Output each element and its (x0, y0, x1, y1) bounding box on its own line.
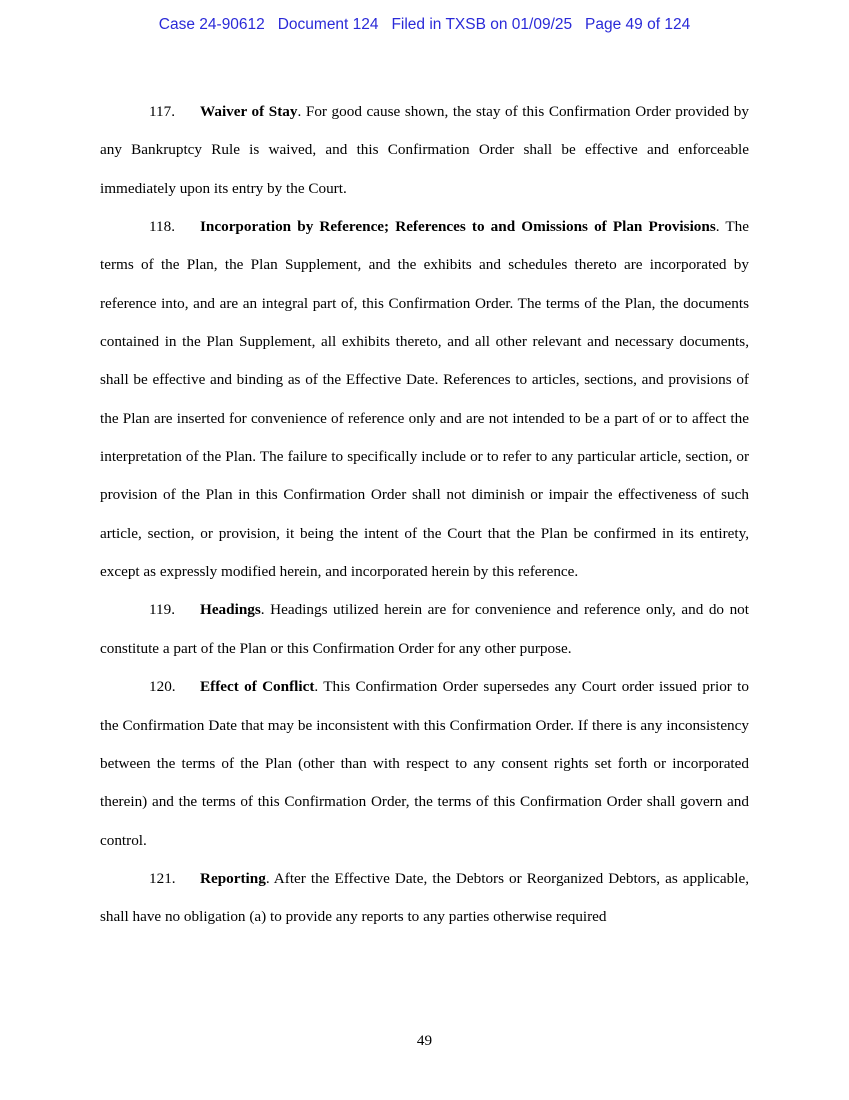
filed-info: Filed in TXSB on 01/09/25 (391, 16, 573, 33)
paragraph-120 (100, 668, 749, 860)
court-filing-header (0, 15, 849, 35)
paragraph-number: 118. (149, 218, 176, 236)
paragraph-heading: Reporting (200, 869, 266, 887)
document-body (100, 93, 749, 937)
paragraph-119 (100, 591, 749, 668)
page-info: Page 49 of 124 (585, 16, 691, 33)
document-number: Document 124 (277, 16, 379, 33)
paragraph-text: . The terms of the Plan, the Plan Supplement, and the exhibits and schedules thereto are incorporated by reference into, and are an integral part of, this Confirmation Order. The terms of the Plan, the documents contained in the Plan Supplement, all exhibits thereto, and all other relevant and necessary documents, shall be effective and binding as of the Effective Date. References to articles, sections, and provisions of the Plan are inserted for convenience of reference only and are not intended to be a part of or to affect the interpretation of the Plan. The failure to specifically include or to refer to any particular article, section, or provision of the Plan in this Confirmation Order shall not diminish or impair the effectiveness of such article, section, or provision, it being the intent of the Court that the Plan be confirmed in its entirety, except as expressly modified herein, and incorporated herein by this reference. (100, 218, 750, 581)
paragraph-117 (100, 93, 749, 208)
paragraph-text: . For good cause shown, the stay of this Confirmation Order provided by any Bankruptcy Rule is waived, and this Confirmation Order shall be effective and enforceable immediately upon its entry by the Court. (100, 103, 749, 197)
paragraph-heading: Effect of Conflict (200, 678, 315, 696)
paragraph-number: 120. (149, 678, 176, 696)
paragraph-number: 121. (149, 869, 176, 887)
page-number: 49 (416, 1032, 433, 1049)
paragraph-number: 117. (149, 103, 176, 120)
paragraph-text: . After the Effective Date, the Debtors or Reorganized Debtors, as applicable, shall have no obligation (a) to provide any reports to any parties otherwise required (100, 869, 749, 926)
paragraph-number: 119. (149, 601, 176, 619)
paragraph-121 (100, 860, 749, 937)
paragraph-118 (100, 208, 749, 591)
paragraph-text: . Headings utilized herein are for convenience and reference only, and do not constitute a part of the Plan or this Confirmation Order for any other purpose. (100, 601, 749, 657)
paragraph-heading: Waiver of Stay (200, 103, 298, 120)
case-number: Case 24-90612 (158, 16, 265, 33)
paragraph-heading: Headings (200, 601, 261, 619)
paragraph-heading: Incorporation by Reference; References to and Omissions of Plan Provisions (200, 218, 716, 236)
paragraph-text: . This Confirmation Order supersedes any Court order issued prior to the Confirmation Date that may be inconsistent with this Confirmation Order. If there is any inconsistency between the terms of the Plan (other than with respect to any consent rights set forth or incorporated therein) and the terms of this Confirmation Order, the terms of this Confirmation Order shall govern and control. (100, 678, 749, 849)
